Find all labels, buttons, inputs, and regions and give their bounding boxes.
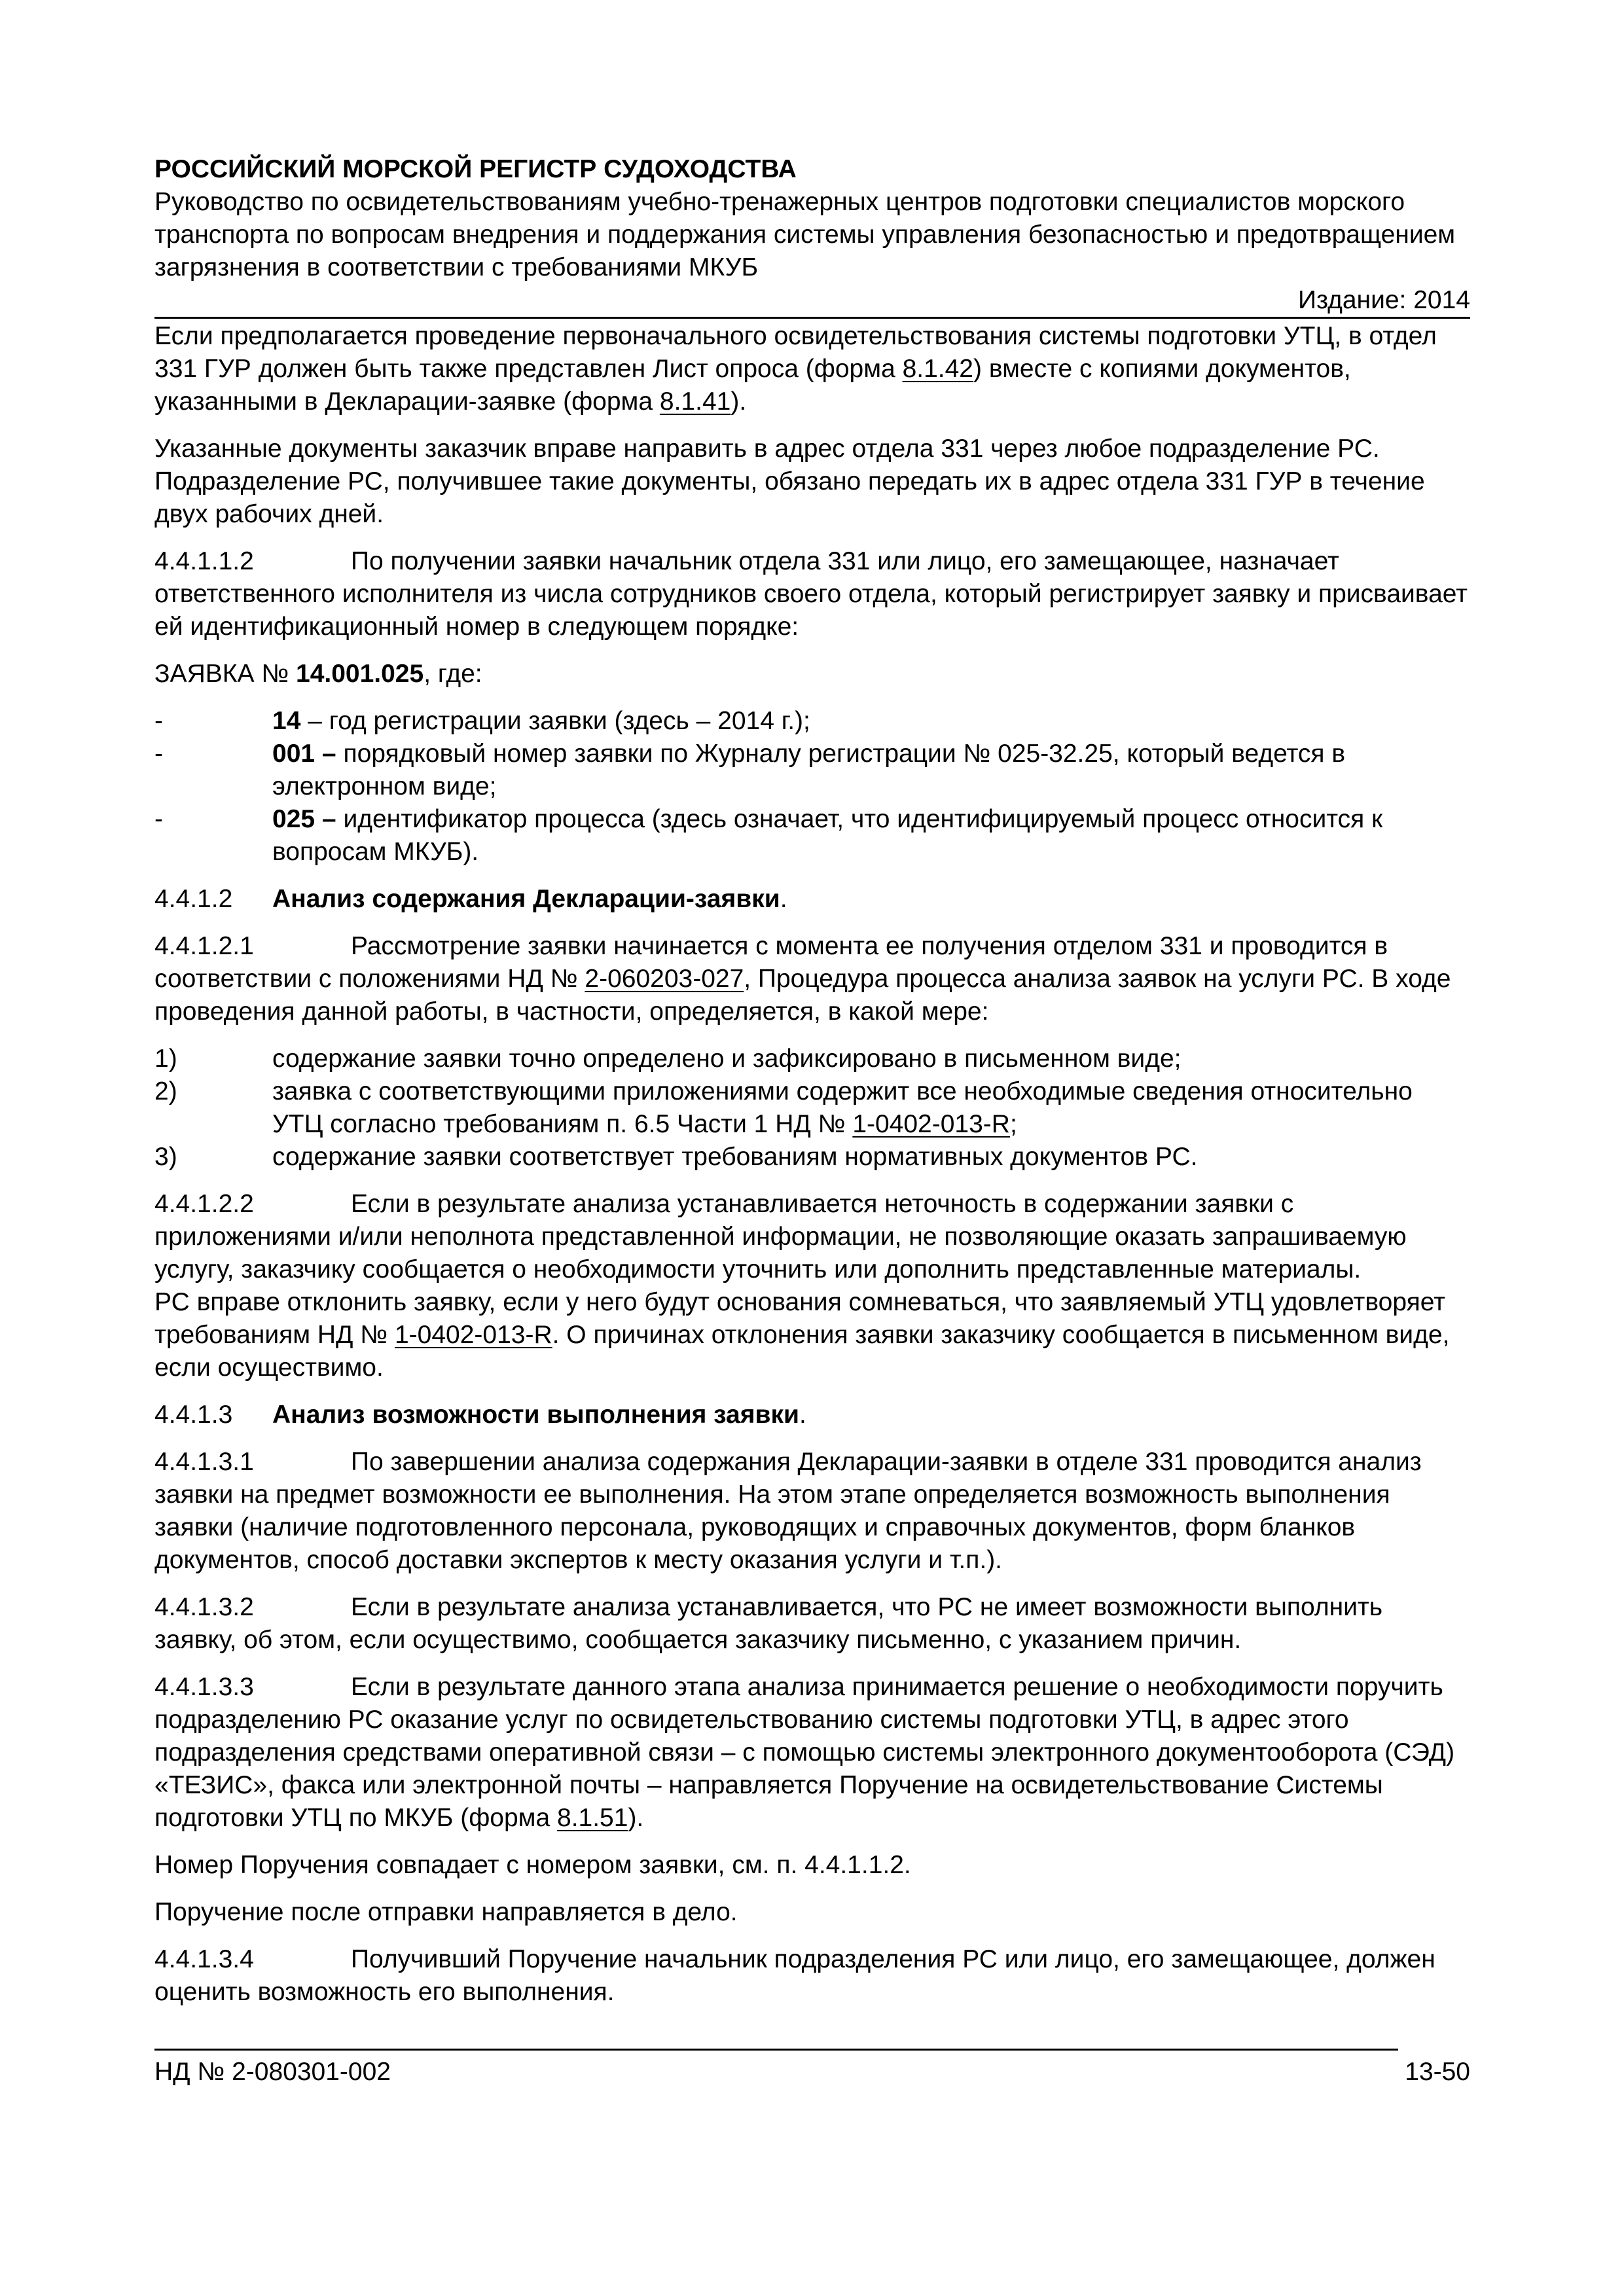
clause-4-4-1-3-2: 4.4.1.3.2 Если в результате анализа устанавливается, что РС не имеет возможности выполнить заявку, об этом, если осуществимо, сообщается заказчику письменно, с указанием причин.	[154, 1591, 1470, 1657]
section-title: Анализ содержания Декларации-заявки	[272, 885, 780, 913]
clause-number: 4.4.1.2.2	[154, 1190, 254, 1218]
clause-4-4-1-2-1: 4.4.1.2.1 Рассмотрение заявки начинается с момента ее получения отделом 331 и проводится в соответствии с положениями НД № 2-060203-027, Процедура процесса анализа заявок на услуги РС. В ходе проведения данной работы, в частности, определяется, в какой мере:	[154, 930, 1470, 1028]
clause-number: 4.4.1.3.4	[154, 1945, 254, 1973]
document-title: Руководство по освидетельствованиям учебно-тренажерных центров подготовки специалистов морского транспорта по вопросам внедрения и поддержания системы управления безопасностью и предотвращением загрязнения в соответствии с требованиями МКУБ	[154, 188, 1456, 281]
clause-4-4-1-1-2: 4.4.1.1.2 По получении заявки начальник отдела 331 или лицо, его замещающее, назначает ответственного исполнителя из числа сотрудников своего отдела, который регистрирует заявку и присваивает ей идентификационный номер в следующем порядке:	[154, 545, 1470, 643]
list-item: - 001 – порядковый номер заявки по Журналу регистрации № 025-32.25, который ведется в электронном виде;	[154, 740, 1346, 800]
paragraph-documents-submission: Указанные документы заказчик вправе направить в адрес отдела 331 через любое подразделение РС. Подразделение РС, получившее такие документы, обязано передать их в адрес отдела 331 ГУР в течение двух рабочих дней.	[154, 435, 1425, 528]
form-link-8-1-42[interactable]: 8.1.42	[902, 355, 973, 383]
form-link-8-1-51[interactable]: 8.1.51	[557, 1804, 628, 1832]
clause-number: 4.4.1.3.3	[154, 1673, 254, 1701]
document-page	[154, 153, 1470, 2023]
section-heading-4-4-1-3: 4.4.1.3 Анализ возможности выполнения заявки.	[154, 1399, 1470, 1431]
paragraph-order-number: Номер Поручения совпадает с номером заявки, см. п. 4.4.1.1.2.	[154, 1851, 911, 1879]
clause-number: 4.4.1.3.1	[154, 1448, 254, 1476]
section-heading-4-4-1-2: 4.4.1.2 Анализ содержания Декларации-заявки.	[154, 883, 1470, 916]
nd-link-1-0402-013-r[interactable]: 1-0402-013-R	[852, 1110, 1010, 1138]
paragraph-order-filing: Поручение после отправки направляется в дело.	[154, 1898, 738, 1926]
section-title: Анализ возможности выполнения заявки	[272, 1401, 799, 1429]
clause-number: 4.4.1.3.2	[154, 1593, 254, 1621]
section-number: 4.4.1.2	[154, 885, 233, 913]
list-item: - 025 – идентификатор процесса (здесь означает, что идентифицируемый процесс относится к вопросам МКУБ).	[154, 805, 1383, 866]
list-item: - 14 – год регистрации заявки (здесь – 2014 г.);	[154, 707, 810, 735]
form-link-8-1-41[interactable]: 8.1.41	[659, 387, 731, 416]
clause-4-4-1-3-3: 4.4.1.3.3 Если в результате данного этапа анализа принимается решение о необходимости поручить подразделению РС оказание услуг по освидетельствованию системы подготовки УТЦ, в адрес этого подразделения средствами оперативной связи – с помощью системы электронного документооборота (СЭД) «ТЕЗИС», факса или электронной почты – направляется Поручение на освидетельствование Системы подготовки УТЦ по МКУБ (форма 8.1.51).	[154, 1671, 1470, 1835]
nd-link-2-060203-027[interactable]: 2-060203-027	[585, 965, 744, 993]
clause-number: 4.4.1.1.2	[154, 547, 254, 575]
application-number-parts-list	[154, 705, 1470, 869]
page-number: 13-50	[1405, 2058, 1470, 2086]
list-item: 2) заявка с соответствующими приложениями содержит все необходимые сведения относительно УТЦ согласно требованиям п. 6.5 Части 1 НД № 1-0402-013-R;	[154, 1077, 1413, 1138]
nd-link-1-0402-013-r[interactable]: 1-0402-013-R	[394, 1321, 552, 1349]
clause-4-4-1-2-2: 4.4.1.2.2 Если в результате анализа устанавливается неточность в содержании заявки с приложениями и/или неполнота представленной информации, не позволяющие оказать запрашиваемую услугу, заказчику сообщается о необходимости уточнить или дополнить представленные материалы. РС вправе отклонить заявку, если у него будут основания сомневаться, что заявляемый УТЦ удовлетворяет требованиям НД № 1-0402-013-R. О причинах отклонения заявки заказчику сообщается в письменном виде, если осуществимо.	[154, 1188, 1470, 1384]
list-item: 1) содержание заявки точно определено и зафиксировано в письменном виде;	[154, 1045, 1182, 1073]
section-number: 4.4.1.3	[154, 1401, 233, 1429]
clause-4-4-1-3-1: 4.4.1.3.1 По завершении анализа содержания Декларации-заявки в отделе 331 проводится анализ заявки на предмет возможности ее выполнения. На этом этапе определяется возможность выполнения заявки (наличие подготовленного персонала, руководящих и справочных документов, форм бланков документов, способ доставки экспертов к месту оказания услуги и т.п.).	[154, 1446, 1470, 1577]
edition-label: Издание: 2014	[1298, 286, 1470, 314]
application-number: 14.001.025	[296, 660, 424, 688]
organization-name: РОССИЙСКИЙ МОРСКОЙ РЕГИСТР СУДОХОДСТВА	[154, 155, 797, 183]
page-footer	[154, 2049, 1470, 2086]
clause-4-4-1-3-4: 4.4.1.3.4 Получивший Поручение начальник подразделения РС или лицо, его замещающее, должен оценить возможность его выполнения.	[154, 1943, 1470, 2009]
header-rule	[154, 317, 1470, 319]
application-number-line: ЗАЯВКА № 14.001.025, где:	[154, 660, 482, 688]
review-criteria-list	[154, 1043, 1470, 1174]
paragraph-survey-sheet: Если предполагается проведение первоначального освидетельствования системы подготовки УТЦ, в отдел 331 ГУР должен быть также представлен Лист опроса (форма 8.1.42) вместе с копиями документов, указанными в Декларации-заявке (форма 8.1.41).	[154, 322, 1437, 416]
list-item: 3) содержание заявки соответствует требованиям нормативных документов РС.	[154, 1143, 1198, 1171]
clause-number: 4.4.1.2.1	[154, 932, 254, 960]
footer-document-number: НД № 2-080301-002	[154, 2058, 391, 2086]
